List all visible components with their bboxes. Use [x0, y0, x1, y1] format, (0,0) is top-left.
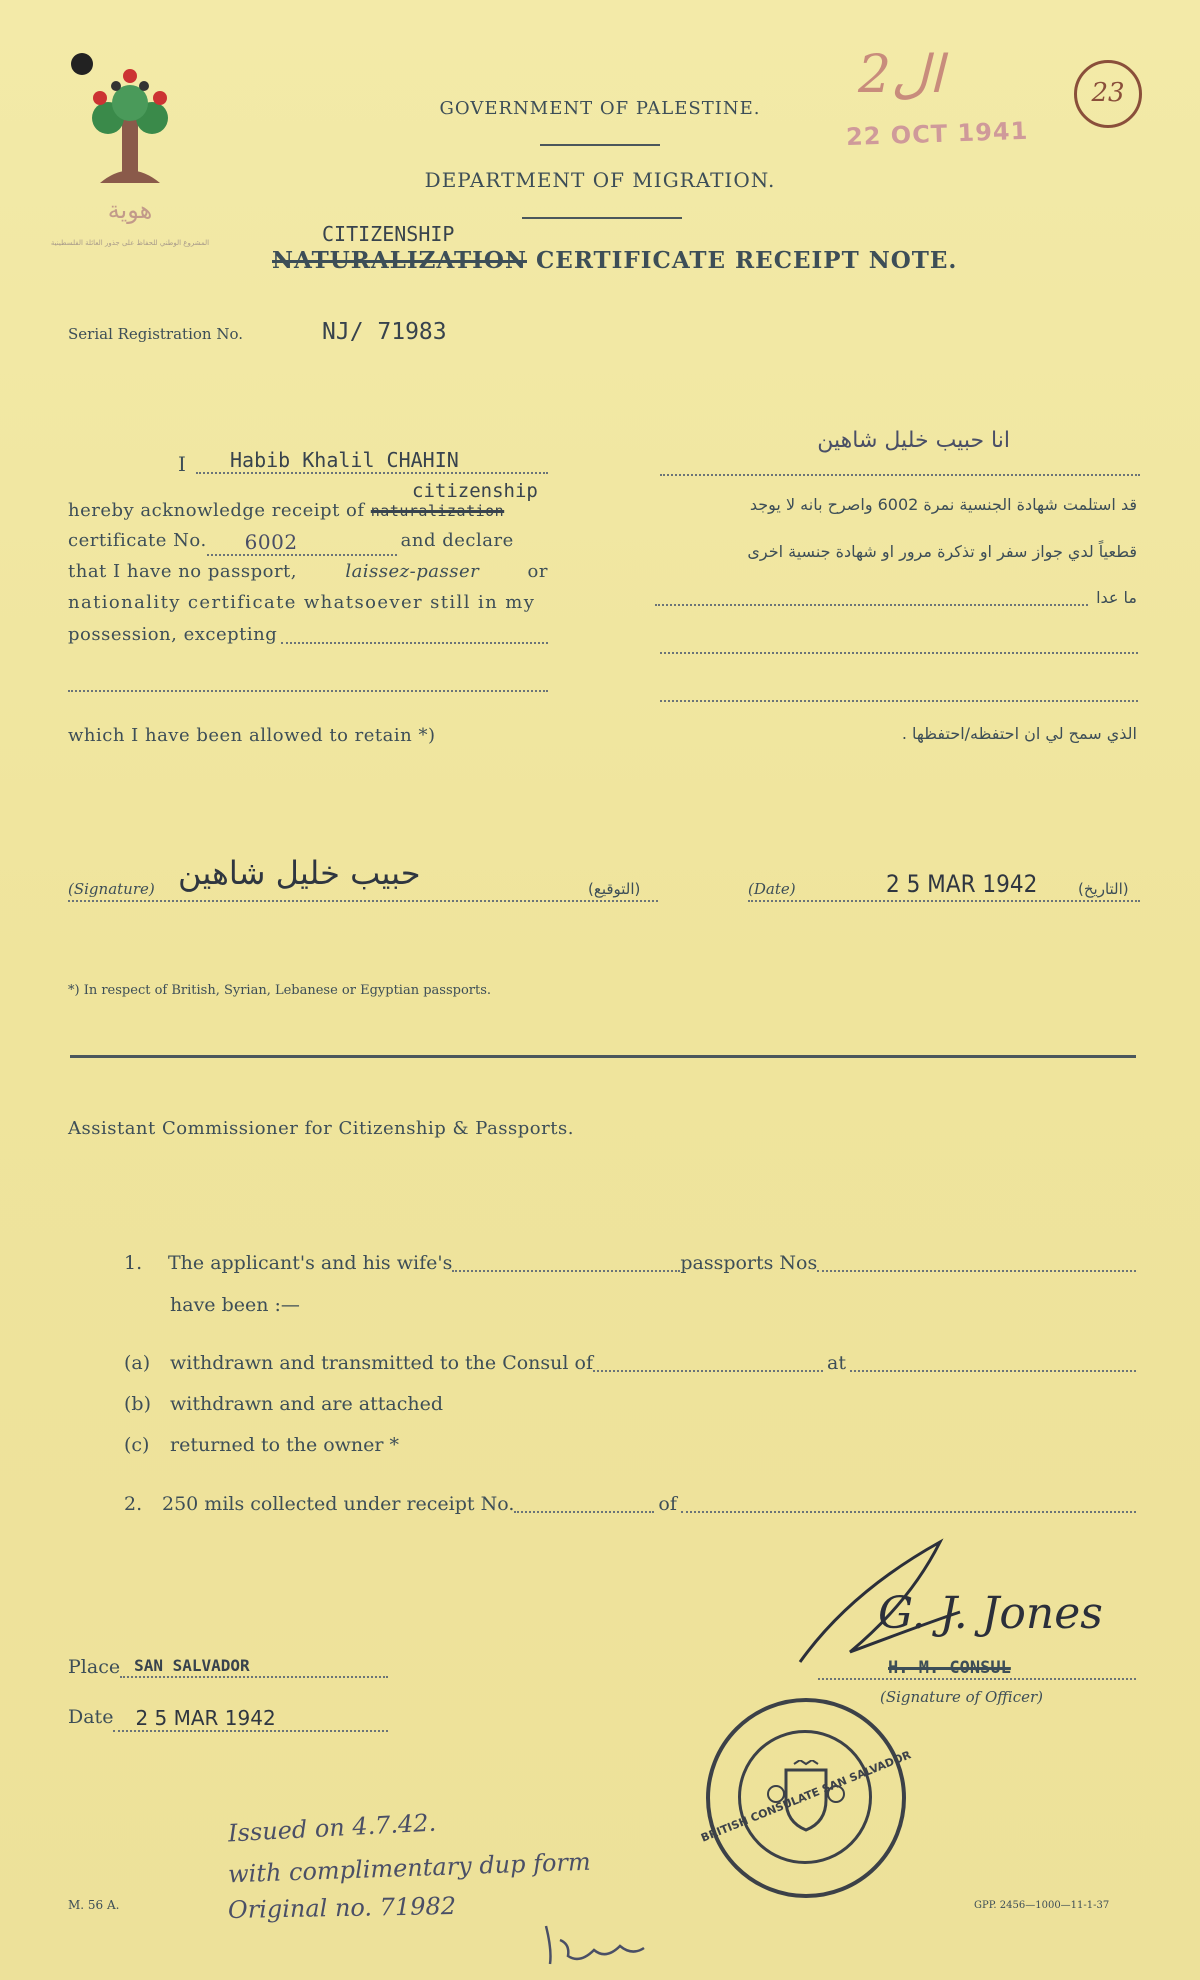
header-rule-1 — [540, 144, 660, 146]
english-line-1 — [68, 500, 504, 521]
handwritten-note-line-2: with complimentary dup form — [227, 1847, 592, 1889]
tree-logo-icon — [60, 48, 200, 198]
date2-value: 2 5 MAR 1942 — [113, 1706, 388, 1732]
arabic-line-3-text: ما عدا — [1096, 588, 1137, 607]
handwritten-initials-icon — [540, 1920, 650, 1970]
circle-number: 23 — [1091, 78, 1125, 108]
form-id: M. 56 A. — [68, 1898, 120, 1912]
arabic-blank-2 — [660, 636, 1138, 654]
line2-text-b: and declare — [400, 530, 514, 551]
document-title — [272, 247, 957, 274]
item-1-text-b: passports Nos — [680, 1252, 818, 1274]
line1-text: hereby acknowledge receipt of — [68, 500, 365, 521]
receipt-no-blank — [514, 1493, 654, 1513]
item-a-label: (a) — [124, 1352, 151, 1374]
place-value: SAN SALVADOR — [120, 1656, 388, 1678]
header-rule-2 — [522, 217, 682, 219]
item-2-of: of — [658, 1493, 677, 1515]
logo-wordmark: هوية — [107, 196, 153, 224]
item-a — [124, 1352, 1136, 1374]
seal-text: BRITISH CONSULATE SAN SALVADOR — [699, 1748, 913, 1845]
arabic-declarant-name: انا حبيب خليل شاهين — [817, 428, 1010, 453]
date-label: (Date) — [748, 880, 796, 898]
signature-label: (Signature) — [68, 880, 155, 898]
footnote: *) In respect of British, Syrian, Lebanese or Egyptian passports. — [68, 983, 492, 998]
arabic-blank-1 — [655, 588, 1088, 606]
english-line-2 — [68, 530, 548, 556]
section-divider — [70, 1055, 1136, 1058]
declarant-name: Habib Khalil CHAHIN — [196, 448, 548, 474]
english-line-4: nationality certificate whatsoever still in my — [68, 592, 536, 613]
line5-text: possession, excepting — [68, 624, 278, 645]
line3-text-a: that I have no passport, — [68, 561, 298, 582]
signature-field — [68, 854, 658, 902]
serial-label: Serial Registration No. — [68, 325, 243, 343]
passport-nos-blank — [817, 1252, 1136, 1272]
consulate-seal — [699, 1698, 913, 1898]
serial-value: NJ/ 71983 — [322, 319, 447, 345]
officer-signature: G. J. Jones — [878, 1588, 1103, 1639]
english-line-5 — [68, 624, 548, 645]
receipt-of-blank — [681, 1493, 1136, 1513]
line3-text-b: or — [527, 561, 548, 582]
inserted-citizenship: citizenship — [412, 480, 538, 502]
item-2 — [124, 1493, 1136, 1515]
item-a-at: at — [827, 1352, 846, 1374]
certificate-number: 6002 — [207, 530, 397, 556]
date2-label: Date — [68, 1706, 114, 1728]
line2-text-a: certificate No. — [68, 530, 207, 551]
arabic-blank-3 — [660, 684, 1138, 702]
top-circle-annotation — [1074, 60, 1142, 128]
top-handwritten-annotation: 2ال — [858, 45, 944, 105]
title-struck-word: NATURALIZATION — [272, 247, 527, 274]
consul-at-blank — [850, 1352, 1136, 1372]
item-b-label: (b) — [124, 1393, 151, 1415]
department-heading: DEPARTMENT OF MIGRATION. — [424, 168, 776, 192]
arabic-name-line — [660, 428, 1140, 476]
date-arabic-label: (التاريخ) — [1078, 880, 1129, 898]
item-2-num: 2. — [124, 1493, 143, 1515]
date2-row — [68, 1706, 388, 1732]
excepting-blank — [281, 624, 548, 644]
place-label: Place — [68, 1656, 121, 1678]
government-heading: GOVERNMENT OF PALESTINE. — [439, 98, 761, 119]
officer-label: (Signature of Officer) — [880, 1688, 1044, 1706]
arabic-line-2: قطعياً لدي جواز سفر او تذكرة مرور او شهادة جنسية اخرى — [747, 542, 1137, 561]
struck-naturalization: naturalization — [370, 502, 505, 520]
logo-caption: المشروع الوطني للحفاظ على جذور العائلة الفلسطينية — [50, 239, 210, 247]
title-rest: CERTIFICATE RECEIPT NOTE. — [536, 247, 958, 274]
logo — [50, 48, 210, 268]
title-inserted-word: CITIZENSHIP — [322, 222, 455, 246]
item-1 — [124, 1252, 1136, 1274]
item-c-text: returned to the owner * — [170, 1434, 400, 1456]
place-row — [68, 1656, 388, 1678]
signature-arabic-label: (التوقيع) — [588, 880, 641, 898]
officer-signature-line — [818, 1660, 1136, 1680]
item-c-label: (c) — [124, 1434, 150, 1456]
date-value: 2 5 MAR 1942 — [886, 870, 1038, 898]
officer-title: H. M. CONSUL — [888, 1658, 1011, 1678]
arabic-line-1: قد استلمت شهادة الجنسية نمرة 6002 واصرح بانه لا يوجد — [749, 495, 1137, 514]
wife-name-blank — [452, 1252, 680, 1272]
item-1-num: 1. — [124, 1252, 143, 1274]
item-1-text-c: have been :— — [170, 1294, 300, 1316]
commissioner-heading: Assistant Commissioner for Citizenship & Passports. — [68, 1118, 574, 1139]
arabic-retain-line: الذي سمح لي ان احتفظه/احتفظها . — [901, 724, 1137, 743]
name-prefix: I — [178, 452, 186, 476]
date-field — [748, 862, 1140, 902]
item-1-text-a: The applicant's and his wife's — [168, 1252, 453, 1274]
handwritten-note-line-3: Original no. 71982 — [227, 1892, 457, 1924]
arabic-line-3 — [655, 588, 1137, 607]
applicant-signature: حبيب خليل شاهين — [178, 854, 421, 892]
item-b — [124, 1393, 443, 1415]
item-a-text: withdrawn and transmitted to the Consul of — [170, 1352, 593, 1374]
item-b-text: withdrawn and are attached — [170, 1393, 443, 1415]
received-date-stamp: 22 OCT 1941 — [845, 116, 1029, 152]
english-line-3 — [68, 561, 548, 582]
retain-line: which I have been allowed to retain *) — [68, 725, 436, 746]
excepting-blank-2 — [68, 672, 548, 692]
handwritten-note-line-1: Issued on 4.7.42. — [227, 1808, 437, 1848]
printer-code: GPP. 2456—1000—11-1-37 — [974, 1900, 1110, 1911]
line3-italic: laissez-passer — [345, 561, 480, 582]
item-2-text: 250 mils collected under receipt No. — [162, 1493, 515, 1515]
consul-of-blank — [593, 1352, 823, 1372]
item-c — [124, 1434, 399, 1456]
